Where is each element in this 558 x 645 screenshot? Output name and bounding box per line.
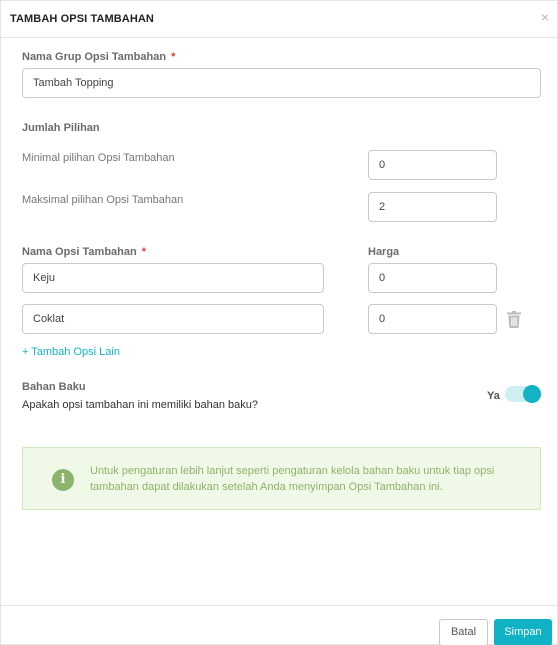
- ingredients-toggle[interactable]: [505, 386, 541, 402]
- option-price-input[interactable]: [368, 304, 497, 334]
- min-choice-input[interactable]: [368, 150, 497, 180]
- modal-title: TAMBAH OPSI TAMBAHAN: [10, 13, 154, 25]
- required-mark: *: [171, 51, 176, 63]
- modal-header: [1, 1, 557, 38]
- choice-count-heading: Jumlah Pilihan: [22, 122, 100, 134]
- group-name-label: [22, 51, 175, 63]
- close-icon[interactable]: ×: [540, 9, 549, 25]
- option-name-header-text: Nama Opsi Tambahan: [22, 246, 137, 258]
- option-name-input[interactable]: [22, 304, 324, 334]
- ingredients-label: Bahan Baku: [22, 381, 86, 393]
- price-header: Harga: [368, 246, 400, 258]
- toggle-knob: [523, 385, 541, 403]
- info-notice: [22, 447, 541, 510]
- toggle-label: Ya: [487, 390, 500, 402]
- max-choice-label: Maksimal pilihan Opsi Tambahan: [22, 194, 184, 206]
- option-name-header: [22, 246, 146, 258]
- cancel-button[interactable]: Batal: [439, 619, 488, 645]
- info-icon: i: [52, 469, 74, 491]
- add-option-link[interactable]: + Tambah Opsi Lain: [22, 346, 120, 358]
- group-name-input[interactable]: [22, 68, 541, 98]
- save-button[interactable]: Simpan: [494, 619, 552, 645]
- min-choice-label: Minimal pilihan Opsi Tambahan: [22, 152, 175, 164]
- info-text: Untuk pengaturan lebih lanjut seperti pengaturan kelola bahan baku untuk tiap opsi tambahan dapat dilakukan setelah Anda menyimpan Opsi Tambahan ini.: [90, 465, 495, 493]
- modal-footer: [1, 605, 557, 645]
- required-mark: *: [141, 246, 146, 258]
- ingredients-question: Apakah opsi tambahan ini memiliki bahan baku?: [22, 399, 259, 411]
- option-price-input[interactable]: [368, 263, 497, 293]
- max-choice-input[interactable]: [368, 192, 497, 222]
- option-name-input[interactable]: [22, 263, 324, 293]
- trash-icon[interactable]: [507, 311, 521, 328]
- group-name-label-text: Nama Grup Opsi Tambahan: [22, 51, 167, 63]
